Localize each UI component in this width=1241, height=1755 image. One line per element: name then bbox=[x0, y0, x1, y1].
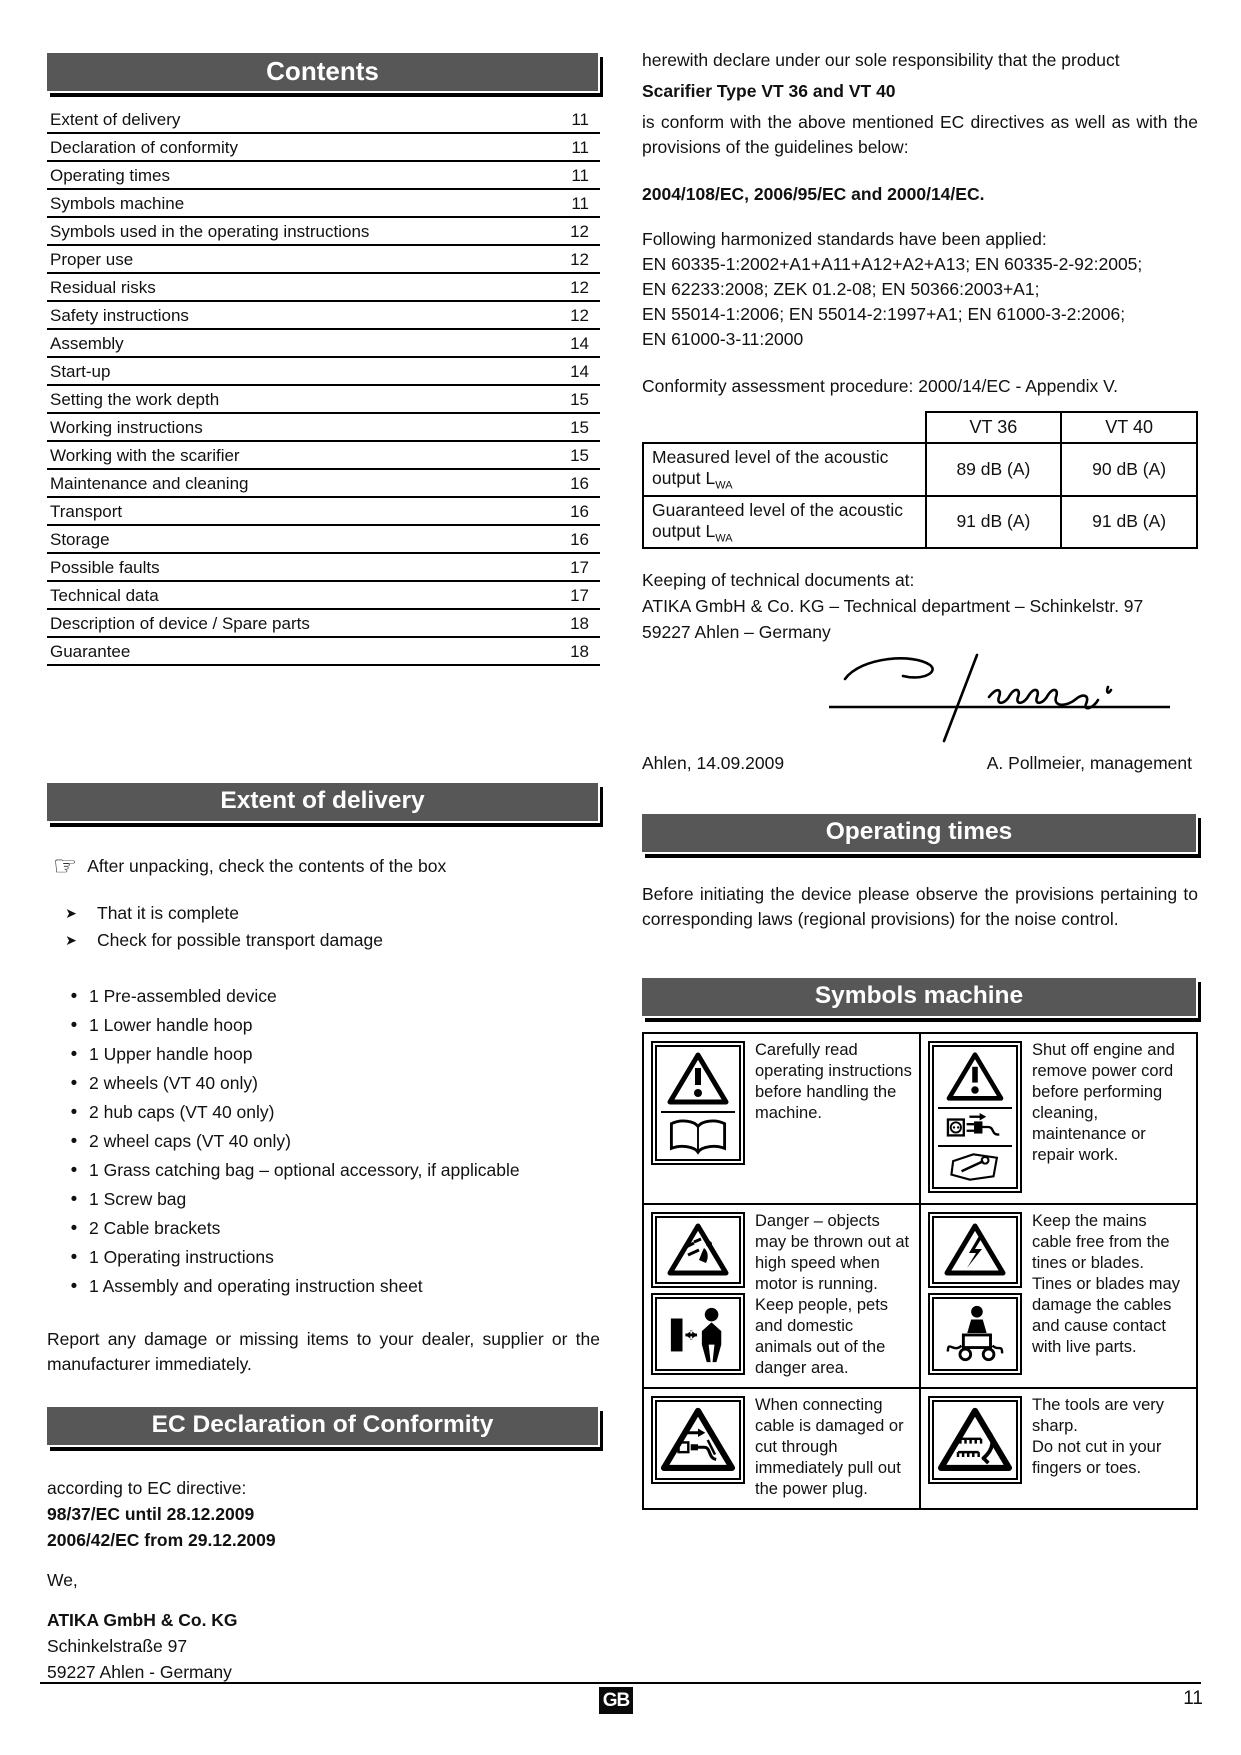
toc-row bbox=[47, 554, 600, 582]
list-item-label: 1 Grass catching bag – optional accessory, if applicable bbox=[89, 1160, 520, 1180]
standards-line: EN 61000-3-11:2000 bbox=[642, 329, 804, 349]
toc-item-label: Extent of delivery bbox=[50, 110, 181, 129]
bullet-dot-icon: • bbox=[70, 1131, 78, 1152]
toc-row bbox=[47, 162, 600, 190]
signature-block bbox=[642, 649, 1198, 745]
toc-row bbox=[47, 526, 600, 554]
column-header-vt36: VT 36 bbox=[926, 412, 1062, 443]
company-street: Schinkelstraße 97 bbox=[47, 1636, 188, 1656]
toc-item-page: 12 bbox=[570, 306, 589, 325]
right-column bbox=[642, 48, 1198, 1510]
extent-of-delivery-title: Extent of delivery bbox=[220, 787, 425, 814]
symbol-text: Keep the mains cable free from the tines or blades. bbox=[1032, 1212, 1170, 1272]
list-item-label: 2 wheels (VT 40 only) bbox=[89, 1073, 258, 1093]
toc-item-label: Assembly bbox=[50, 334, 124, 353]
table-header-row bbox=[643, 412, 1197, 443]
toc-item-page: 17 bbox=[570, 586, 589, 605]
toc-item-label: Setting the work depth bbox=[50, 390, 220, 409]
toc-item-page: 14 bbox=[570, 362, 589, 381]
symbols-table bbox=[642, 1032, 1198, 1510]
unpack-note bbox=[47, 853, 600, 880]
symbol-cell-read-instructions bbox=[643, 1033, 920, 1204]
list-item-label: 2 wheel caps (VT 40 only) bbox=[89, 1131, 292, 1151]
table-row bbox=[643, 443, 1197, 496]
toc-item-label: Proper use bbox=[50, 250, 134, 269]
bullet-dot-icon: • bbox=[70, 1102, 78, 1123]
toc-row bbox=[47, 414, 600, 442]
we-line: We, bbox=[47, 1570, 78, 1590]
operating-times-title: Operating times bbox=[825, 818, 1013, 845]
ec-declaration-header-bar bbox=[47, 1407, 600, 1447]
arrowhead-icon: ➤ bbox=[65, 932, 77, 948]
bullet-dot-icon: • bbox=[70, 1044, 78, 1065]
toc-row bbox=[47, 330, 600, 358]
warning-triangle-icon bbox=[945, 1051, 1005, 1103]
list-item bbox=[47, 1098, 600, 1127]
toc-row bbox=[47, 442, 600, 470]
column-header-vt40: VT 40 bbox=[1061, 412, 1197, 443]
check-item bbox=[47, 927, 600, 954]
toc-item-label: Technical data bbox=[50, 586, 159, 605]
bullet-dot-icon: • bbox=[70, 1276, 78, 1297]
toc-item-page: 15 bbox=[570, 418, 589, 437]
symbol-text: Shut off engine and remove power cord before performing cleaning, maintenance or repair work. bbox=[1032, 1041, 1175, 1164]
toc-item-page: 17 bbox=[570, 558, 589, 577]
toc-item-label: Residual risks bbox=[50, 278, 156, 297]
language-badge: GB bbox=[599, 1687, 633, 1714]
contents-title: Contents bbox=[266, 56, 379, 86]
operating-times-header-bar bbox=[642, 814, 1198, 854]
keeping-intro: Keeping of technical documents at: bbox=[642, 570, 915, 590]
measured-vt36-value: 89 dB (A) bbox=[926, 443, 1062, 496]
list-item-label: 1 Operating instructions bbox=[89, 1247, 274, 1267]
check-list bbox=[47, 900, 600, 954]
list-item bbox=[47, 982, 600, 1011]
thrown-objects-warning-icon bbox=[666, 1222, 730, 1278]
toc-item-label: Symbols used in the operating instructions bbox=[50, 222, 370, 241]
toc-row bbox=[47, 302, 600, 330]
footer-divider bbox=[40, 1682, 1201, 1684]
page-number: 11 bbox=[1183, 1688, 1203, 1709]
toc-item-label: Possible faults bbox=[50, 558, 160, 577]
symbol-text: Tines or blades may damage the cables and cause contact with live parts. bbox=[1032, 1275, 1180, 1356]
toc-item-page: 12 bbox=[570, 278, 589, 297]
table-of-contents bbox=[47, 106, 600, 666]
toc-item-page: 14 bbox=[570, 334, 589, 353]
list-item-label: 1 Screw bag bbox=[89, 1189, 187, 1209]
pointing-hand-icon: ☞ bbox=[53, 851, 78, 881]
toc-item-page: 15 bbox=[570, 390, 589, 409]
bullet-dot-icon: • bbox=[70, 1189, 78, 1210]
standards-line: EN 55014-1:2006; EN 55014-2:1997+A1; EN 61000-3-2:2006; bbox=[642, 304, 1126, 324]
symbol-text: Keep people, pets and domestic animals out of the danger area. bbox=[755, 1296, 889, 1377]
toc-row bbox=[47, 470, 600, 498]
company-city: 59227 Ahlen - Germany bbox=[47, 1662, 232, 1682]
symbol-cell-shut-off-engine bbox=[920, 1033, 1197, 1204]
toc-item-page: 18 bbox=[570, 614, 589, 633]
measured-vt40-value: 90 dB (A) bbox=[1061, 443, 1197, 496]
bullet-dot-icon: • bbox=[70, 1218, 78, 1239]
list-item bbox=[47, 1214, 600, 1243]
standards-line: EN 60335-1:2002+A1+A11+A12+A2+A13; EN 60335-2-92:2005; bbox=[642, 254, 1143, 274]
list-item bbox=[47, 1011, 600, 1040]
toc-item-label: Description of device / Spare parts bbox=[50, 614, 310, 633]
toc-item-page: 16 bbox=[570, 530, 589, 549]
toc-row bbox=[47, 610, 600, 638]
list-item bbox=[47, 1243, 600, 1272]
toc-row bbox=[47, 190, 600, 218]
delivery-items-list bbox=[47, 982, 600, 1301]
list-item-label: 1 Pre-assembled device bbox=[89, 986, 277, 1006]
toc-item-page: 16 bbox=[570, 502, 589, 521]
list-item bbox=[47, 1156, 600, 1185]
toc-item-label: Guarantee bbox=[50, 642, 131, 661]
declaration-intro: herewith declare under our sole responsibility that the product bbox=[642, 50, 1120, 70]
bullet-dot-icon: • bbox=[70, 1160, 78, 1181]
toc-item-page: 11 bbox=[571, 138, 589, 157]
table-row bbox=[643, 496, 1197, 549]
symbol-cell-sharp-tools bbox=[920, 1388, 1197, 1509]
toc-item-label: Declaration of conformity bbox=[50, 138, 239, 157]
list-item-label: 2 hub caps (VT 40 only) bbox=[89, 1102, 275, 1122]
symbol-cell-mains-cable bbox=[920, 1204, 1197, 1388]
toc-row bbox=[47, 134, 600, 162]
symbols-machine-header-bar bbox=[642, 978, 1198, 1018]
list-item-label: 2 Cable brackets bbox=[89, 1218, 221, 1238]
toc-item-label: Transport bbox=[50, 502, 123, 521]
extent-of-delivery-header-bar bbox=[47, 783, 600, 823]
directive-from-line: 2006/42/EC from 29.12.2009 bbox=[47, 1530, 276, 1550]
toc-item-page: 15 bbox=[570, 446, 589, 465]
open-book-icon bbox=[667, 1117, 729, 1155]
scarifier-cable-icon bbox=[943, 1303, 1007, 1365]
keep-distance-icon bbox=[666, 1303, 730, 1365]
arrowhead-icon: ➤ bbox=[65, 905, 77, 921]
toc-row bbox=[47, 386, 600, 414]
toc-row bbox=[47, 274, 600, 302]
toc-item-label: Maintenance and cleaning bbox=[50, 474, 249, 493]
symbol-text: The tools are very sharp. bbox=[1032, 1396, 1165, 1435]
check-item-label: That it is complete bbox=[97, 903, 239, 923]
ec-declaration-title: EC Declaration of Conformity bbox=[151, 1411, 494, 1438]
warning-triangle-icon bbox=[666, 1051, 730, 1107]
symbol-text: When connecting cable is damaged or cut through immediately pull out the power plug. bbox=[755, 1396, 904, 1498]
toc-item-page: 11 bbox=[571, 110, 589, 129]
toc-row bbox=[47, 358, 600, 386]
symbol-text: Do not cut in your fingers or toes. bbox=[1032, 1438, 1162, 1477]
symbol-text: Carefully read operating instructions before handling the machine. bbox=[755, 1041, 912, 1122]
row-label-measured: Measured level of the acoustic output $L_{WA}$ bbox=[643, 443, 926, 496]
signature-image bbox=[827, 649, 1172, 745]
list-item bbox=[47, 1127, 600, 1156]
row-label-guaranteed: Guaranteed level of the acoustic output $L_{WA}$ bbox=[643, 496, 926, 549]
according-line: according to EC directive: bbox=[47, 1478, 247, 1498]
toc-row bbox=[47, 246, 600, 274]
standards-intro: Following harmonized standards have been applied: bbox=[642, 229, 1047, 249]
signature-date: Ahlen, 14.09.2009 bbox=[642, 753, 785, 773]
symbols-row bbox=[643, 1033, 1197, 1204]
standards-line: EN 62233:2008; ZEK 01.2-08; EN 50366:2003+A1; bbox=[642, 279, 1040, 299]
bullet-dot-icon: • bbox=[70, 1247, 78, 1268]
list-item bbox=[47, 1040, 600, 1069]
acoustic-table bbox=[642, 411, 1198, 549]
signature-name: A. Pollmeier, management bbox=[986, 753, 1192, 773]
toc-row bbox=[47, 106, 600, 134]
conformity-procedure: Conformity assessment procedure: 2000/14/EC - Appendix V. bbox=[642, 376, 1119, 396]
operating-times-paragraph: Before initiating the device please observe the provisions pertaining to corresponding laws (regional provisions) for the noise control. bbox=[642, 884, 1198, 929]
bullet-dot-icon: • bbox=[70, 1015, 78, 1036]
check-item bbox=[47, 900, 600, 927]
cut-cable-warning-icon bbox=[659, 1406, 737, 1474]
check-item-label: Check for possible transport damage bbox=[97, 930, 383, 950]
toc-row bbox=[47, 638, 600, 666]
toc-item-page: 11 bbox=[571, 194, 589, 213]
sharp-tools-warning-icon bbox=[936, 1406, 1014, 1474]
toc-row bbox=[47, 218, 600, 246]
company-name: ATIKA GmbH & Co. KG bbox=[47, 1610, 238, 1630]
toc-item-label: Storage bbox=[50, 530, 110, 549]
toc-item-label: Symbols machine bbox=[50, 194, 185, 213]
product-name: Scarifier Type VT 36 and VT 40 bbox=[642, 81, 896, 101]
toc-item-label: Working instructions bbox=[50, 418, 203, 437]
toc-item-page: 11 bbox=[571, 166, 589, 185]
contents-header-bar bbox=[47, 53, 600, 93]
electric-shock-warning-icon bbox=[943, 1222, 1007, 1278]
conformity-statement: is conform with the above mentioned EC directives as well as with the provisions of the guidelines below: bbox=[642, 112, 1198, 157]
list-item bbox=[47, 1069, 600, 1098]
toc-item-page: 18 bbox=[570, 642, 589, 661]
list-item-label: 1 Lower handle hoop bbox=[89, 1015, 253, 1035]
list-item bbox=[47, 1272, 600, 1301]
guaranteed-vt36-value: 91 dB (A) bbox=[926, 496, 1062, 549]
symbol-text: Danger – objects may be thrown out at high speed when motor is running. bbox=[755, 1212, 910, 1293]
directives-line: 2004/108/EC, 2006/95/EC and 2000/14/EC. bbox=[642, 184, 985, 204]
bullet-dot-icon: • bbox=[70, 1073, 78, 1094]
symbols-machine-title: Symbols machine bbox=[814, 982, 1024, 1009]
toc-item-page: 12 bbox=[570, 250, 589, 269]
unpack-note-text: After unpacking, check the contents of the box bbox=[87, 856, 447, 876]
list-item-label: 1 Upper handle hoop bbox=[89, 1044, 253, 1064]
unplug-icon bbox=[944, 1113, 1006, 1141]
bullet-dot-icon: • bbox=[70, 986, 78, 1007]
signature-caption-row bbox=[642, 753, 1198, 774]
toc-item-label: Operating times bbox=[50, 166, 170, 185]
symbol-cell-thrown-objects bbox=[643, 1204, 920, 1388]
maintenance-manual-icon bbox=[947, 1151, 1003, 1183]
empty-header-cell bbox=[643, 412, 926, 443]
toc-item-label: Start-up bbox=[50, 362, 111, 381]
keeping-address: ATIKA GmbH & Co. KG – Technical department – Schinkelstr. 97 bbox=[642, 596, 1144, 616]
toc-row bbox=[47, 498, 600, 526]
toc-item-page: 16 bbox=[570, 474, 589, 493]
toc-item-label: Working with the scarifier bbox=[50, 446, 240, 465]
symbols-row bbox=[643, 1388, 1197, 1509]
symbols-row bbox=[643, 1204, 1197, 1388]
list-item bbox=[47, 1185, 600, 1214]
toc-item-label: Safety instructions bbox=[50, 306, 189, 325]
keeping-city: 59227 Ahlen – Germany bbox=[642, 622, 831, 642]
toc-item-page: 12 bbox=[570, 222, 589, 241]
toc-row bbox=[47, 582, 600, 610]
list-item-label: 1 Assembly and operating instruction sheet bbox=[89, 1276, 423, 1296]
report-paragraph: Report any damage or missing items to your dealer, supplier or the manufacturer immediately. bbox=[47, 1329, 600, 1374]
guaranteed-vt40-value: 91 dB (A) bbox=[1061, 496, 1197, 549]
directive-until-line: 98/37/EC until 28.12.2009 bbox=[47, 1504, 255, 1524]
symbol-cell-damaged-cable bbox=[643, 1388, 920, 1509]
left-column bbox=[47, 53, 600, 1685]
